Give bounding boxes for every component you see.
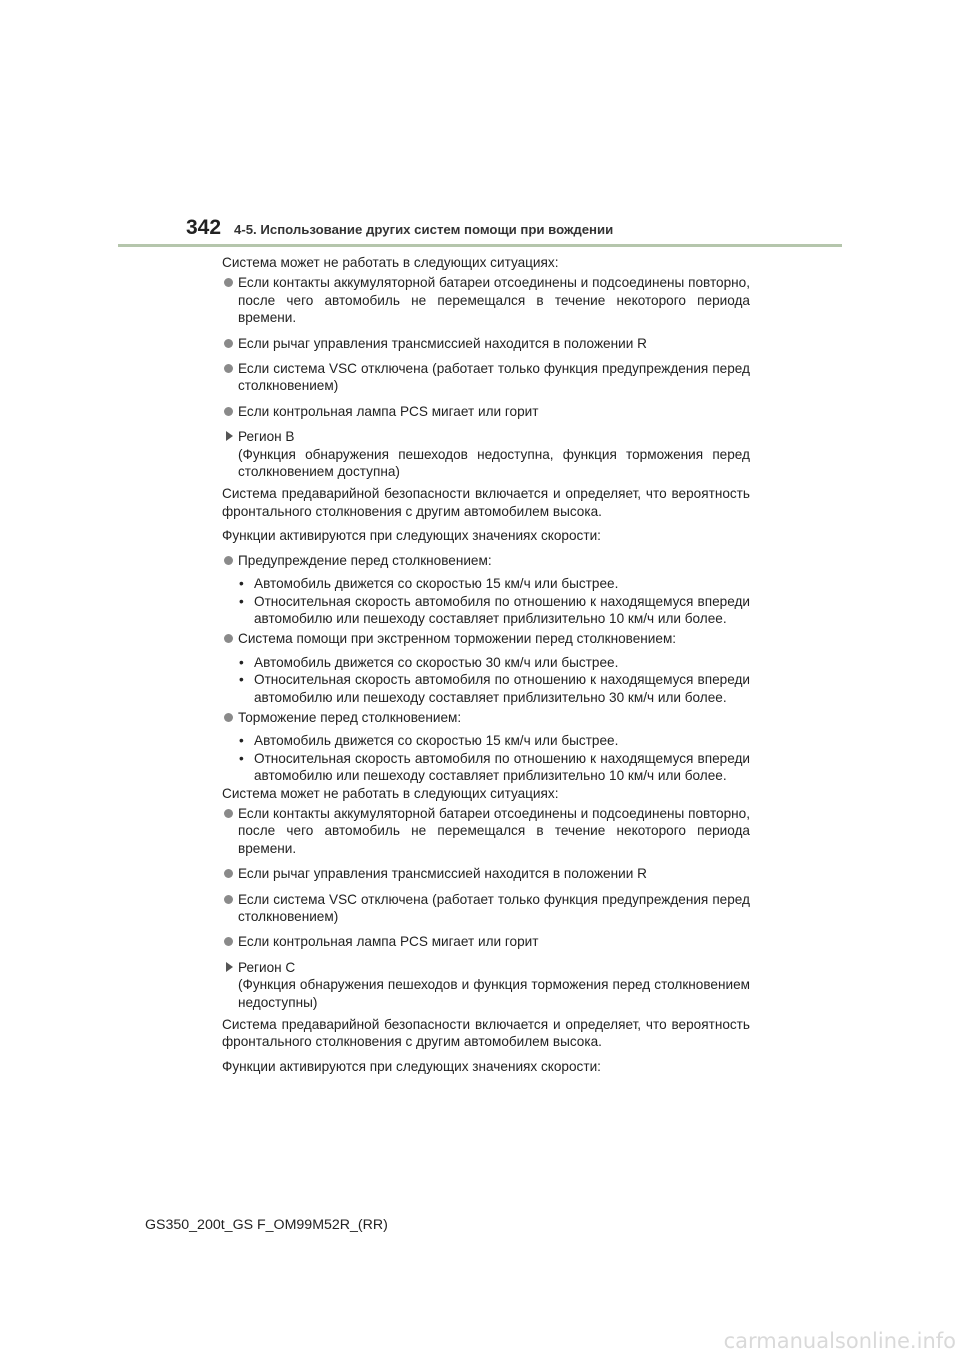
- bullet-dot-icon: [224, 809, 233, 818]
- sub-bullet-mark: •: [239, 672, 244, 688]
- sub-item-text: Относительная скорость автомобиля по отношению к находящемуся впереди автомобилю или пешеходу составляет приблизительно 10 км/ч или более.: [254, 750, 750, 784]
- paragraph: Функции активируются при следующих значениях скорости:: [222, 1058, 601, 1074]
- bullet-item: [222, 403, 750, 420]
- sub-list-item: [222, 593, 750, 628]
- sub-list-item: [222, 671, 750, 706]
- region-label: Регион C: [238, 959, 296, 975]
- sub-item-text: Относительная скорость автомобиля по отношению к находящемуся впереди автомобилю или пешеходу составляет приблизительно 10 км/ч или более.: [254, 593, 750, 626]
- bullet-text: Если система VSC отключена (работает только функция предупреждения перед столкновением): [238, 361, 750, 394]
- sub-list-item: [222, 750, 750, 785]
- sub-bullet-mark: •: [239, 576, 244, 592]
- sub-bullet-mark: •: [239, 654, 244, 670]
- sub-list-item: [222, 732, 750, 749]
- paragraph: Система предаварийной безопасности включается и определяет, что вероятность фронтального столкновения с другим автомобилем высока.: [222, 1017, 750, 1050]
- bullet-text: Система помощи при экстренном торможении перед столкновением:: [238, 631, 677, 647]
- bullet-text: Предупреждение перед столкновением:: [238, 552, 492, 568]
- sub-item-text: Относительная скорость автомобиля по отношению к находящемуся впереди автомобилю или пешеходу составляет приблизительно 30 км/ч или более.: [254, 672, 750, 705]
- bullet-dot-icon: [224, 556, 233, 565]
- paragraph: Функции активируются при следующих значениях скорости:: [222, 528, 601, 544]
- arrow-right-icon: [226, 962, 233, 972]
- bullet-text: Если система VSC отключена (работает только функция предупреждения перед столкновением): [238, 891, 750, 924]
- region-note: (Функция обнаружения пешеходов недоступна, функция торможения перед столкновением доступна): [238, 446, 750, 480]
- bullet-dot-icon: [224, 339, 233, 348]
- bullet-dot-icon: [224, 869, 233, 878]
- sub-item-text: Автомобиль движется со скоростью 15 км/ч или быстрее.: [254, 576, 619, 592]
- bullet-text: Торможение перед столкновением:: [238, 709, 462, 725]
- sub-item-text: Автомобиль движется со скоростью 15 км/ч или быстрее.: [254, 733, 619, 749]
- paragraph: Система предаварийной безопасности включается и определяет, что вероятность фронтального столкновения с другим автомобилем высока.: [222, 486, 750, 519]
- sub-list: [222, 732, 750, 784]
- bullet-item: [222, 335, 750, 352]
- sub-bullet-mark: •: [239, 733, 244, 749]
- sub-list-item: [222, 575, 750, 592]
- bullet-item: [222, 709, 750, 726]
- bullet-item: [222, 933, 750, 950]
- bullet-text: Если рычаг управления трансмиссией находится в положении R: [238, 335, 647, 351]
- watermark: carmanualsonline.info: [723, 1329, 956, 1353]
- sub-bullet-mark: •: [239, 593, 244, 609]
- page-header: [186, 216, 846, 246]
- bullet-dot-icon: [224, 407, 233, 416]
- bullet-dot-icon: [224, 713, 233, 722]
- bullet-item: [222, 552, 750, 569]
- section-title: 4-5. Использование других систем помощи при вождении: [234, 222, 614, 237]
- footer-model-code: GS350_200t_GS F_OM99M52R_(RR): [145, 1217, 388, 1233]
- sub-item-text: Автомобиль движется со скоростью 30 км/ч или быстрее.: [254, 654, 619, 670]
- bullet-item: [222, 360, 750, 395]
- bullet-item: [222, 805, 750, 857]
- paragraph: Система может не работать в следующих ситуациях:: [222, 255, 559, 270]
- page-content: [222, 254, 750, 1082]
- bullet-text: Если рычаг управления трансмиссией находится в положении R: [238, 866, 647, 882]
- region-c-item: [222, 959, 750, 1011]
- sub-list: [222, 654, 750, 706]
- bullet-item: [222, 274, 750, 326]
- region-b-item: [222, 428, 750, 480]
- bullet-dot-icon: [224, 634, 233, 643]
- bullet-text: Если контакты аккумуляторной батареи отсоединены и подсоединены повторно, после чего автомобиль не перемещался в течение некоторого периода времени.: [238, 805, 750, 856]
- bullet-text: Если контакты аккумуляторной батареи отсоединены и подсоединены повторно, после чего автомобиль не перемещался в течение некоторого периода времени.: [238, 275, 750, 326]
- bullet-text: Если контрольная лампа PCS мигает или горит: [238, 403, 539, 419]
- bullet-dot-icon: [224, 364, 233, 373]
- region-label: Регион B: [238, 429, 295, 445]
- bullet-dot-icon: [224, 937, 233, 946]
- paragraph: Система может не работать в следующих ситуациях:: [222, 785, 559, 801]
- bullet-dot-icon: [224, 278, 233, 287]
- sub-bullet-mark: •: [239, 750, 244, 766]
- region-note: (Функция обнаружения пешеходов и функция торможения перед столкновением недоступны): [238, 977, 750, 1010]
- bullet-dot-icon: [224, 895, 233, 904]
- bullet-text: Если контрольная лампа PCS мигает или горит: [238, 934, 539, 950]
- bullet-item: [222, 891, 750, 926]
- bullet-item: [222, 630, 750, 647]
- sub-list-item: [222, 654, 750, 671]
- sub-list: [222, 575, 750, 627]
- page-number: 342: [186, 216, 222, 239]
- arrow-right-icon: [226, 431, 233, 441]
- bullet-item: [222, 865, 750, 882]
- header-divider: [118, 244, 842, 247]
